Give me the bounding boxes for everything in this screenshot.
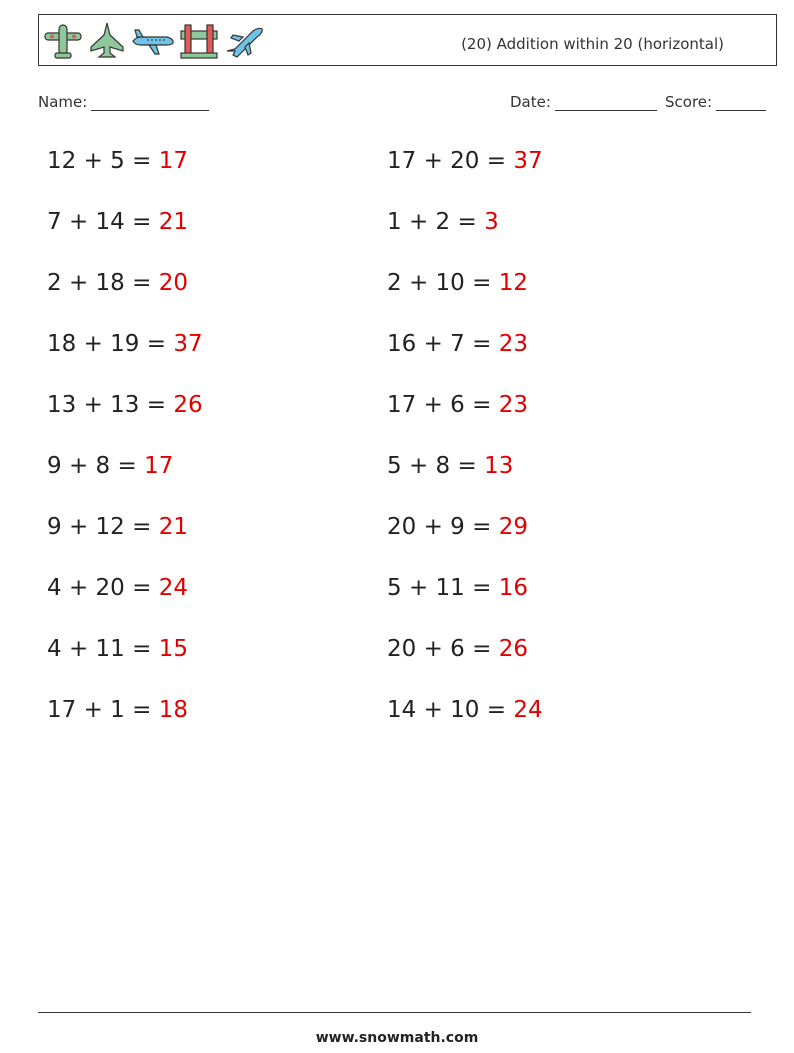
problem-item	[47, 697, 188, 723]
problem-item	[47, 636, 188, 662]
problem-answer: 24	[158, 575, 188, 601]
date-field	[510, 93, 657, 111]
problem-answer: 18	[158, 697, 188, 723]
problem-answer: 37	[513, 148, 543, 174]
problem-question: 18 + 19 =	[47, 331, 174, 357]
problem-question: 7 + 14 =	[47, 209, 159, 235]
problem-item	[387, 392, 528, 418]
problem-question: 9 + 12 =	[47, 514, 159, 540]
problem-answer: 12	[498, 270, 528, 296]
problem-answer: 16	[498, 575, 528, 601]
problem-answer: 13	[484, 453, 514, 479]
airliner-icon	[131, 21, 175, 61]
problem-answer: 37	[173, 331, 203, 357]
problem-answer: 26	[498, 636, 528, 662]
problem-question: 2 + 10 =	[387, 270, 499, 296]
problem-answer: 29	[498, 514, 528, 540]
problem-item	[47, 270, 188, 296]
problem-question: 9 + 8 =	[47, 453, 145, 479]
problem-item	[387, 270, 528, 296]
problem-item	[387, 514, 528, 540]
problem-question: 17 + 1 =	[47, 697, 159, 723]
propeller-plane-icon	[43, 21, 83, 61]
problem-item	[387, 636, 528, 662]
problem-question: 4 + 11 =	[47, 636, 159, 662]
fighter-jet-icon	[87, 21, 127, 61]
problem-item	[387, 148, 543, 174]
problem-question: 17 + 6 =	[387, 392, 499, 418]
gate-icon	[179, 21, 219, 61]
date-line[interactable]	[555, 94, 657, 111]
problem-question: 17 + 20 =	[387, 148, 514, 174]
problem-question: 1 + 2 =	[387, 209, 485, 235]
problem-question: 20 + 6 =	[387, 636, 499, 662]
footer-url: www.snowmath.com	[315, 1030, 479, 1046]
problem-answer: 15	[158, 636, 188, 662]
problem-answer: 17	[144, 453, 174, 479]
problem-question: 13 + 13 =	[47, 392, 174, 418]
problem-answer: 17	[158, 148, 188, 174]
problem-answer: 3	[484, 209, 499, 235]
header-icons	[43, 21, 265, 61]
problem-item	[387, 209, 499, 235]
problem-question: 16 + 7 =	[387, 331, 499, 357]
problem-answer: 26	[173, 392, 203, 418]
problem-question: 5 + 11 =	[387, 575, 499, 601]
problem-item	[47, 209, 188, 235]
problem-item	[387, 697, 543, 723]
problem-answer: 24	[513, 697, 543, 723]
problem-question: 12 + 5 =	[47, 148, 159, 174]
jet-plane-icon	[223, 21, 265, 61]
name-line[interactable]	[91, 94, 209, 111]
problem-question: 14 + 10 =	[387, 697, 514, 723]
problem-item	[387, 331, 528, 357]
problem-question: 5 + 8 =	[387, 453, 485, 479]
worksheet-title: (20) Addition within 20 (horizontal)	[461, 35, 724, 53]
name-label: Name:	[38, 93, 88, 111]
header-box	[38, 14, 777, 66]
problem-answer: 23	[498, 331, 528, 357]
problem-item	[47, 331, 203, 357]
problem-item	[47, 453, 173, 479]
problem-item	[47, 148, 188, 174]
problem-answer: 21	[158, 514, 188, 540]
problem-item	[47, 514, 188, 540]
problem-answer: 20	[158, 270, 188, 296]
problem-item	[387, 453, 513, 479]
name-field	[38, 93, 209, 111]
problem-answer: 23	[498, 392, 528, 418]
problem-item	[47, 392, 203, 418]
date-label: Date:	[510, 93, 551, 111]
score-line[interactable]	[716, 94, 766, 111]
problem-item	[47, 575, 188, 601]
score-label: Score:	[665, 93, 713, 111]
score-field	[665, 93, 766, 111]
problem-question: 2 + 18 =	[47, 270, 159, 296]
problem-question: 20 + 9 =	[387, 514, 499, 540]
problem-question: 4 + 20 =	[47, 575, 159, 601]
problem-answer: 21	[158, 209, 188, 235]
problem-item	[387, 575, 528, 601]
footer-divider	[38, 1012, 751, 1013]
